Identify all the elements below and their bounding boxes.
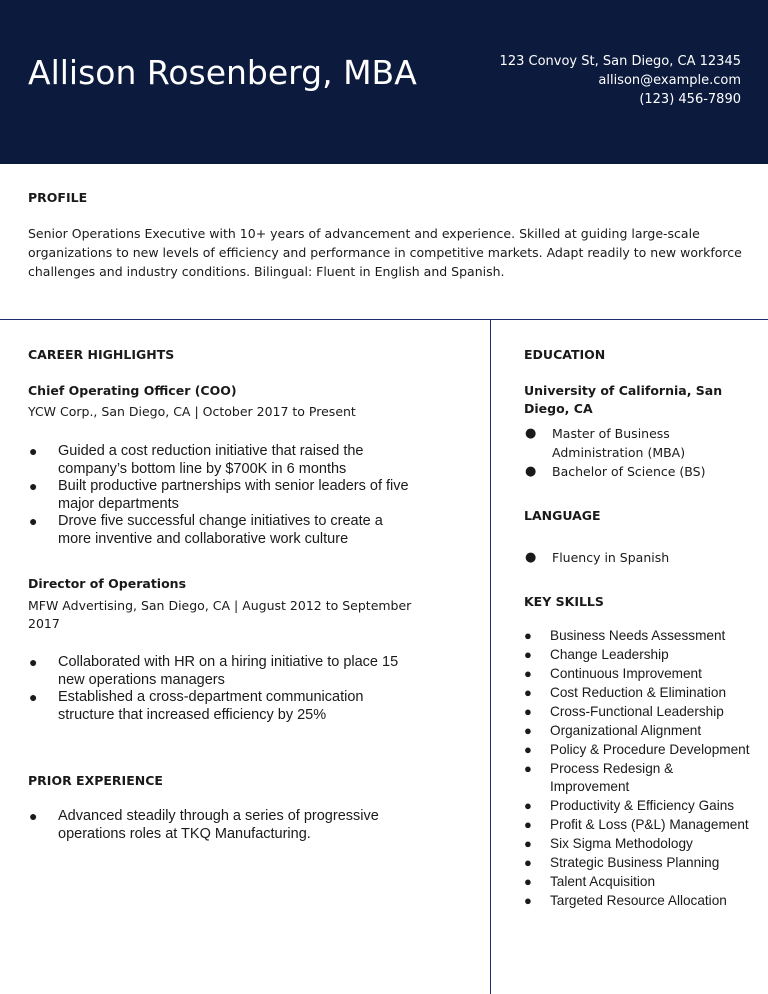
- section-divider-horizontal: [0, 319, 768, 320]
- bullet-icon: ●: [29, 513, 38, 529]
- profile-heading: PROFILE: [28, 190, 88, 205]
- list-item: [523, 548, 723, 567]
- list-item: [29, 654, 409, 689]
- list-item-text: Collaborated with HR on a hiring initiative to place 15 new operations managers: [58, 654, 399, 688]
- list-item: [523, 665, 753, 683]
- list-item: [523, 722, 753, 740]
- contact-address: 123 Convoy St, San Diego, CA 12345: [499, 54, 741, 69]
- bullet-icon: ●: [29, 443, 38, 459]
- list-item: [29, 513, 409, 548]
- bullet-icon: ●: [524, 817, 532, 832]
- bullet-icon: ●: [524, 723, 532, 738]
- list-item: [29, 443, 409, 478]
- key-skills-heading: KEY SKILLS: [524, 594, 604, 609]
- list-item-text: Bachelor of Science (BS): [552, 464, 706, 479]
- list-item: [523, 835, 753, 853]
- list-item-text: Fluency in Spanish: [552, 550, 670, 565]
- prior-experience-heading: PRIOR EXPERIENCE: [28, 773, 163, 788]
- bullet-icon: ●: [525, 464, 537, 479]
- job-bullets: [29, 654, 409, 724]
- school-name: University of California, San Diego, CA: [524, 383, 723, 416]
- list-item-text: Business Needs Assessment: [550, 628, 726, 643]
- job-meta: YCW Corp., San Diego, CA | October 2017 to Present: [28, 404, 356, 419]
- language-heading: LANGUAGE: [524, 508, 601, 523]
- list-item: [523, 646, 753, 664]
- list-item-text: Cost Reduction & Elimination: [550, 685, 727, 700]
- bullet-icon: ●: [524, 666, 532, 681]
- list-item-text: Profit & Loss (P&L) Management: [550, 817, 749, 832]
- list-item-text: Change Leadership: [550, 647, 669, 662]
- bullet-icon: ●: [524, 628, 532, 643]
- list-item: [523, 797, 753, 815]
- list-item: [523, 462, 723, 481]
- bullet-icon: ●: [524, 874, 532, 889]
- prior-bullets: [29, 808, 409, 843]
- bullet-icon: ●: [29, 478, 38, 494]
- bullet-icon: ●: [524, 798, 532, 813]
- job-title: Chief Operating Officer (COO): [28, 383, 237, 398]
- list-item-text: Organizational Alignment: [550, 723, 702, 738]
- job-title: Director of Operations: [28, 576, 187, 591]
- list-item-text: Guided a cost reduction initiative that raised the company’s bottom line by $700K in 6 months: [58, 443, 364, 477]
- list-item-text: Talent Acquisition: [550, 874, 656, 889]
- list-item-text: Cross-Functional Leadership: [550, 704, 724, 719]
- list-item-text: Targeted Resource Allocation: [550, 893, 727, 908]
- list-item: [523, 627, 753, 645]
- bullet-icon: ●: [524, 761, 532, 776]
- list-item-text: Built productive partnerships with senior leaders of five major departments: [58, 478, 409, 512]
- list-item: [523, 854, 753, 872]
- profile-text: Senior Operations Executive with 10+ years of advancement and experience. Skilled at guiding large-scale organizations to new levels of efficiency and performance in competitive markets. Adapt readily to new workforce challenges and industry conditions. Bilingual: Fluent in English and Spanish.: [28, 226, 742, 279]
- career-heading: CAREER HIGHLIGHTS: [28, 347, 175, 362]
- degree-list: [523, 424, 723, 481]
- language-list: [523, 548, 723, 567]
- bullet-icon: ●: [524, 685, 532, 700]
- list-item-text: Policy & Procedure Development: [550, 742, 750, 757]
- bullet-icon: ●: [525, 426, 537, 441]
- bullet-icon: ●: [524, 742, 532, 757]
- list-item: [523, 892, 753, 910]
- list-item-text: Established a cross-department communication structure that increased efficiency by 25%: [58, 689, 364, 723]
- bullet-icon: ●: [525, 550, 537, 565]
- list-item: [523, 760, 753, 796]
- list-item-text: Drove five successful change initiatives to create a more inventive and collaborative work culture: [58, 513, 383, 547]
- education-heading: EDUCATION: [524, 347, 606, 362]
- list-item: [523, 816, 753, 834]
- job-meta: MFW Advertising, San Diego, CA | August 2012 to September 2017: [28, 598, 412, 631]
- list-item: [523, 424, 723, 462]
- list-item: [29, 808, 409, 843]
- list-item-text: Master of Business Administration (MBA): [552, 426, 686, 460]
- bullet-icon: ●: [524, 704, 532, 719]
- bullet-icon: ●: [524, 647, 532, 662]
- bullet-icon: ●: [524, 855, 532, 870]
- list-item: [523, 873, 753, 891]
- header-banner: [0, 0, 768, 164]
- list-item: [523, 684, 753, 702]
- candidate-name: Allison Rosenberg, MBA: [28, 53, 417, 92]
- list-item-text: Six Sigma Methodology: [550, 836, 693, 851]
- contact-phone: (123) 456-7890: [639, 92, 741, 107]
- list-item: [523, 703, 753, 721]
- list-item-text: Continuous Improvement: [550, 666, 702, 681]
- bullet-icon: ●: [29, 808, 38, 824]
- bullet-icon: ●: [29, 654, 38, 670]
- bullet-icon: ●: [524, 836, 532, 851]
- list-item-text: Productivity & Efficiency Gains: [550, 798, 735, 813]
- bullet-icon: ●: [29, 689, 38, 705]
- list-item-text: Strategic Business Planning: [550, 855, 720, 870]
- key-skills-list: [523, 627, 753, 911]
- list-item-text: Advanced steadily through a series of progressive operations roles at TKQ Manufacturing.: [58, 808, 379, 842]
- contact-block: [500, 52, 741, 109]
- list-item: [29, 689, 409, 724]
- list-item-text: Process Redesign & Improvement: [550, 761, 674, 794]
- bullet-icon: ●: [524, 893, 532, 908]
- job-bullets: [29, 443, 409, 548]
- column-divider-vertical: [490, 320, 491, 994]
- list-item: [523, 741, 753, 759]
- contact-email: allison@example.com: [598, 73, 741, 88]
- list-item: [29, 478, 409, 513]
